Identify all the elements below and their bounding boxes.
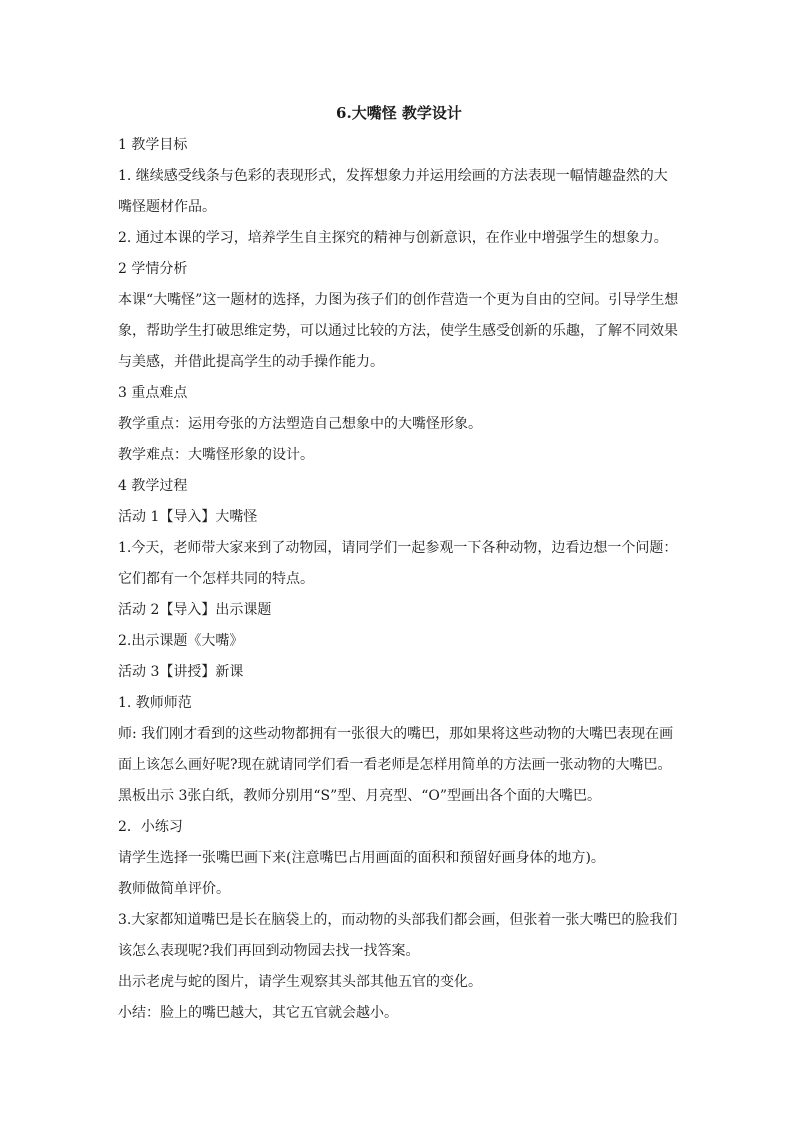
section-heading-process: 4 教学过程 (118, 478, 188, 494)
section-heading-analysis: 2 学情分析 (118, 261, 188, 277)
paragraph: 出示老虎与蛇的图片，请学生观察其头部其他五官的变化。 (118, 974, 482, 990)
paragraph: 2. 通过本课的学习，培养学生自主探究的精神与创新意识，在作业中增强学生的想象力。 (118, 230, 668, 246)
paragraph: 师: 我们刚才看到的这些动物都拥有一张很大的嘴巴，那如果将这些动物的大嘴巴表现在画面上该怎么画好呢?现在就请同学们看一看老师是怎样用简单的方法画一张动物的大嘴巴。 (118, 726, 674, 773)
document-page (118, 100, 680, 1029)
paragraph: 请学生选择一张嘴巴画下来(注意嘴巴占用画面的面积和预留好画身体的地方)。 (118, 850, 605, 866)
section-heading-goals: 1 教学目标 (118, 137, 188, 153)
paragraph: 小结：脸上的嘴巴越大，其它五官就会越小。 (118, 1005, 398, 1021)
document-title: 6.大嘴怪 教学设计 (336, 104, 462, 122)
paragraph: 本课“大嘴怪”这一题材的选择，力图为孩子们的创作营造一个更为自由的空间。引导学生想象，帮助学生打破思维定势，可以通过比较的方法，使学生感受创新的乐趣，了解不同效果与美感，并借此提高学生的动手操作能力。 (118, 292, 679, 370)
paragraph: 2．小练习 (118, 819, 183, 835)
section-heading-key-points: 3 重点难点 (118, 385, 188, 401)
paragraph: 教学重点：运用夸张的方法塑造自己想象中的大嘴怪形象。 (118, 416, 482, 432)
activity-heading: 活动 1【导入】大嘴怪 (118, 509, 258, 525)
activity-heading: 活动 2【导入】出示课题 (118, 602, 272, 618)
paragraph: 黑板出示 3张白纸，教师分别用“S”型、月亮型、“O”型画出各个面的大嘴巴。 (118, 788, 602, 804)
paragraph: 2.出示课题《大嘴》 (118, 633, 244, 649)
activity-heading: 活动 3【讲授】新课 (118, 664, 244, 680)
paragraph: 教师做简单评价。 (118, 881, 230, 897)
paragraph: 3.大家都知道嘴巴是长在脑袋上的，而动物的头部我们都会画，但张着一张大嘴巴的脸我们该怎么表现呢?我们再回到动物园去找一找答案。 (118, 912, 678, 959)
paragraph: 教学难点：大嘴怪形象的设计。 (118, 447, 314, 463)
paragraph: 1. 教师师范 (118, 695, 192, 711)
paragraph: 1.今天，老师带大家来到了动物园，请同学们一起参观一下各种动物，边看边想一个问题：它们都有一个怎样共同的特点。 (118, 540, 678, 587)
paragraph: 1. 继续感受线条与色彩的表现形式，发挥想象力并运用绘画的方法表现一幅情趣盎然的大嘴怪题材作品。 (118, 168, 668, 215)
